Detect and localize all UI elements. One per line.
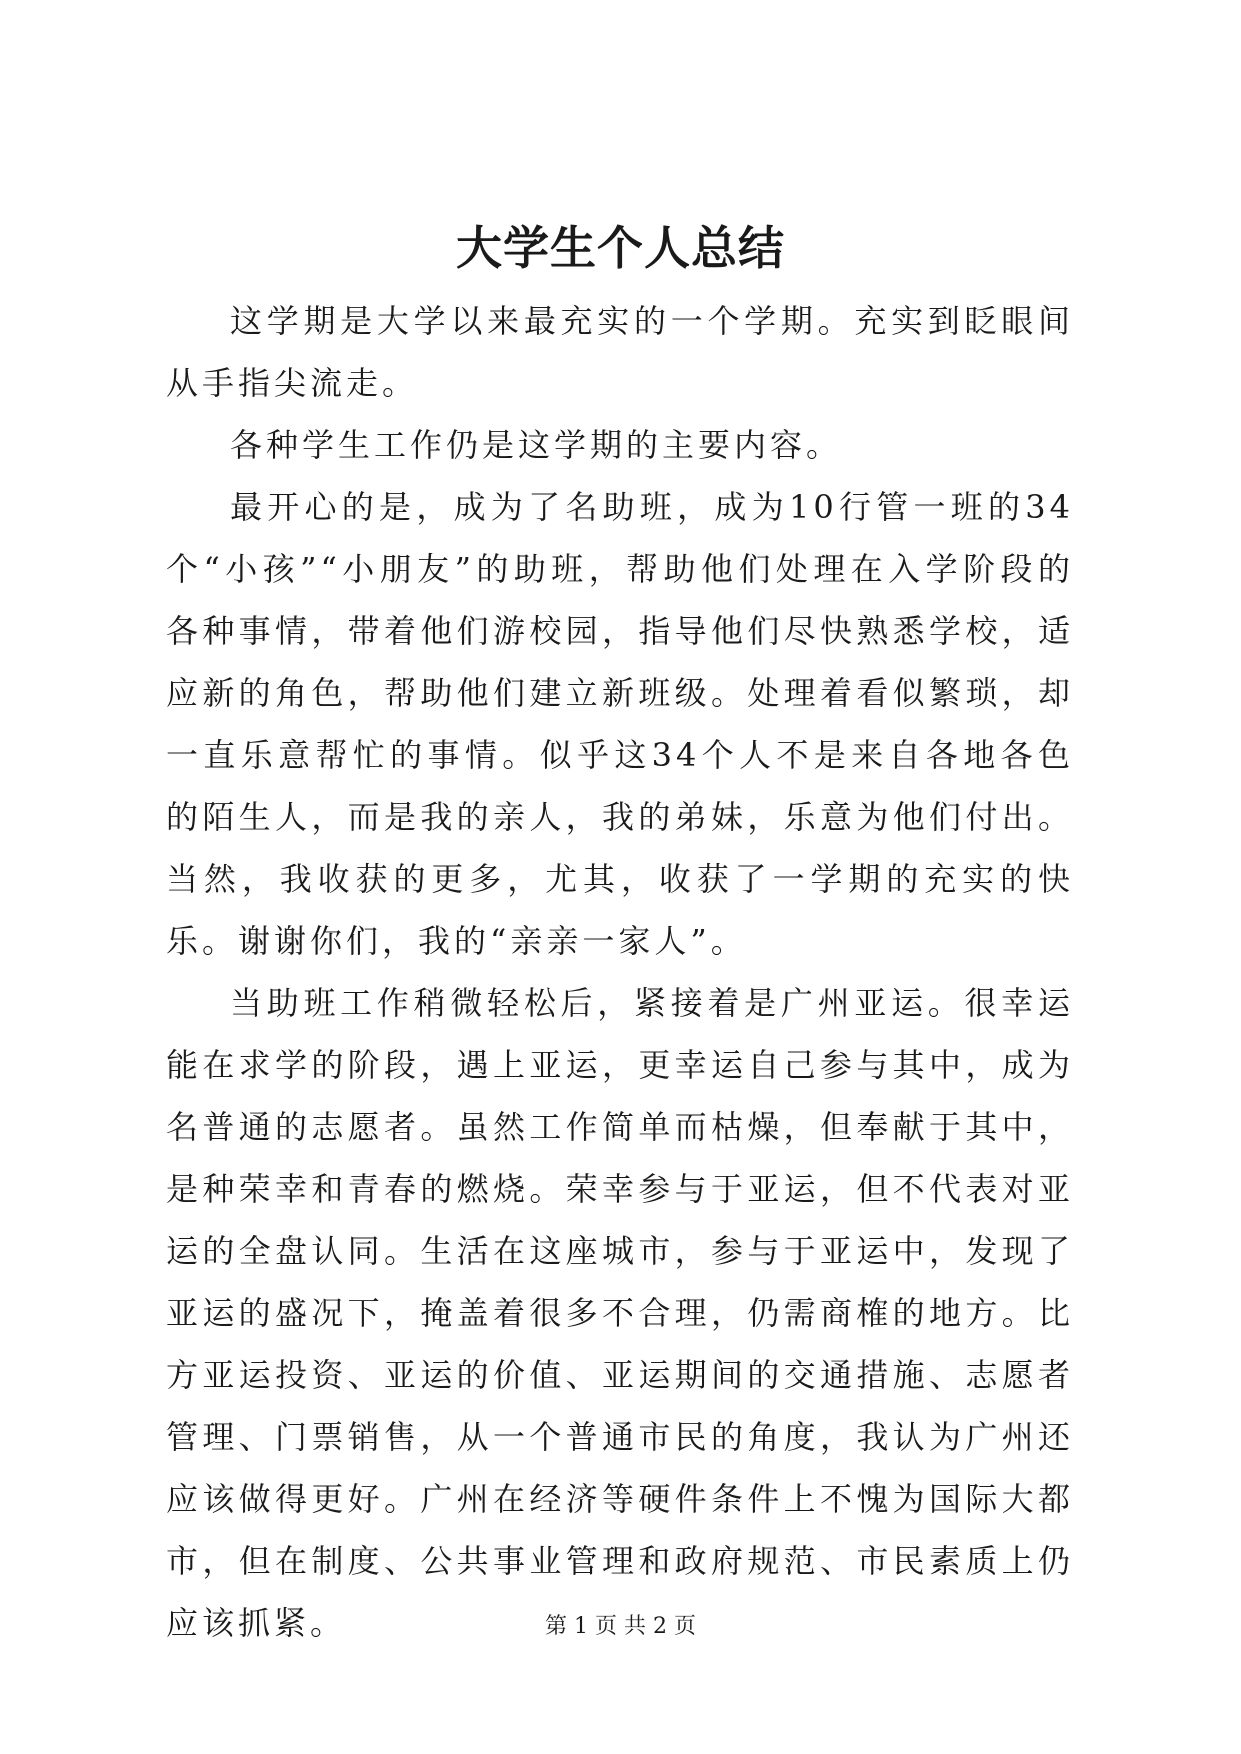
page-footer: 第 1 页 共 2 页 — [545, 1614, 696, 1639]
paragraph-2: 各种学生工作仍是这学期的主要内容。 — [230, 426, 843, 464]
paragraph-3: 最开心的是，成为了名助班，成为10行管一班的34个“小孩”“小朋友”的助班，帮助他们处理在入学阶段的各种事情，带着他们游校园，指导他们尽快熟悉学校，适应新的角色，帮助他们建立新班级。处理着看似繁琐，却一直乐意帮忙的事情。似乎这34个人不是来自各地各色的陌生人，而是我的亲人，我的弟妹，乐意为他们付出。当然，我收获的更多，尤其，收获了一学期的充实的快乐。谢谢你们，我的“亲亲一家人”。 — [166, 488, 1074, 960]
document-title: 大学生个人总结 — [456, 221, 785, 275]
paragraph-1: 这学期是大学以来最充实的一个学期。充实到眨眼间从手指尖流走。 — [166, 302, 1074, 402]
paragraph-4: 当助班工作稍微轻松后，紧接着是广州亚运。很幸运能在求学的阶段，遇上亚运，更幸运自己参与其中，成为名普通的志愿者。虽然工作简单而枯燥，但奉献于其中，是种荣幸和青春的燃烧。荣幸参与于亚运，但不代表对亚运的全盘认同。生活在这座城市，参与于亚运中，发现了亚运的盛况下，掩盖着很多不合理，仍需商榷的地方。比方亚运投资、亚运的价值、亚运期间的交通措施、志愿者管理、门票销售，从一个普通市民的角度，我认为广州还应该做得更好。广州在经济等硬件条件上不愧为国际大都市，但在制度、公共事业管理和政府规范、市民素质上仍应该抓紧。 — [166, 984, 1074, 1642]
document-body — [166, 290, 1074, 1654]
